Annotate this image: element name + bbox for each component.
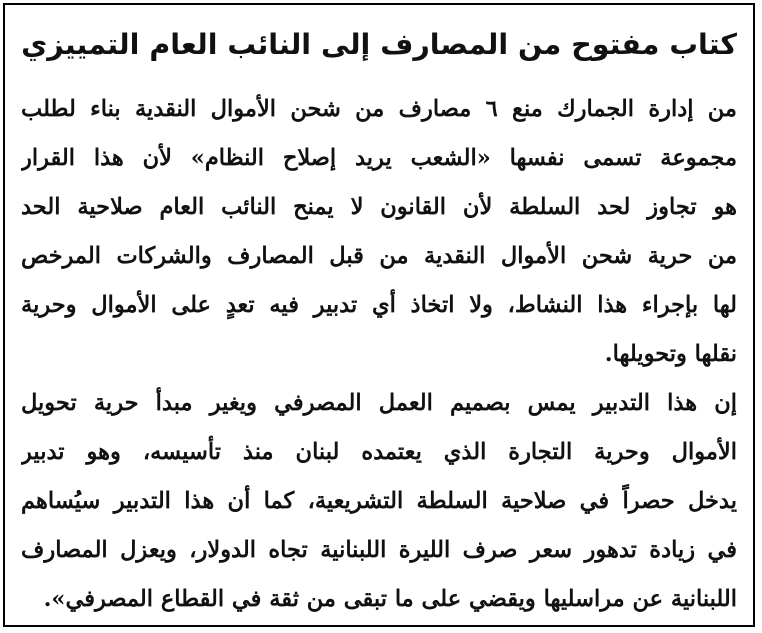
body-line: لها بإجراء هذا النشاط، ولا اتخاذ أي تدبير فيه تعدٍ على الأموال وحرية [21, 292, 737, 318]
body-line: هو تجاوز لحد السلطة لأن القانون لا يمنح النائب العام صلاحية الحد [21, 194, 737, 220]
body-line: من إدارة الجمارك منع ٦ مصارف من شحن الأموال النقدية بناء لطلب [21, 96, 737, 122]
body-line: إن هذا التدبير يمس بصميم العمل المصرفي ويغير مبدأ حرية تحويل [21, 390, 737, 416]
article-headline: كتاب مفتوح من المصارف إلى النائب العام التمييزي [21, 28, 737, 61]
article-frame [3, 3, 755, 627]
body-line: الأموال وحرية التجارة الذي يعتمده لبنان منذ تأسيسه، وهو تدبير [21, 439, 737, 465]
body-line: يدخل حصراً في صلاحية السلطة التشريعية، كما أن هذا التدبير سيُساهم [21, 488, 737, 514]
article-body [21, 85, 737, 612]
body-line: نقلها وتحويلها. [604, 341, 737, 367]
body-line: مجموعة تسمى نفسها «الشعب يريد إصلاح النظام» لأن هذا القرار [21, 145, 737, 171]
body-line: من حرية شحن الأموال النقدية من قبل المصارف والشركات المرخص [21, 243, 737, 269]
body-line: في زيادة تدهور سعر صرف الليرة اللبنانية تجاه الدولار، ويعزل المصارف [21, 537, 737, 563]
body-line: اللبنانية عن مراسليها ويقضي على ما تبقى من ثقة في القطاع المصرفي». [43, 586, 737, 612]
